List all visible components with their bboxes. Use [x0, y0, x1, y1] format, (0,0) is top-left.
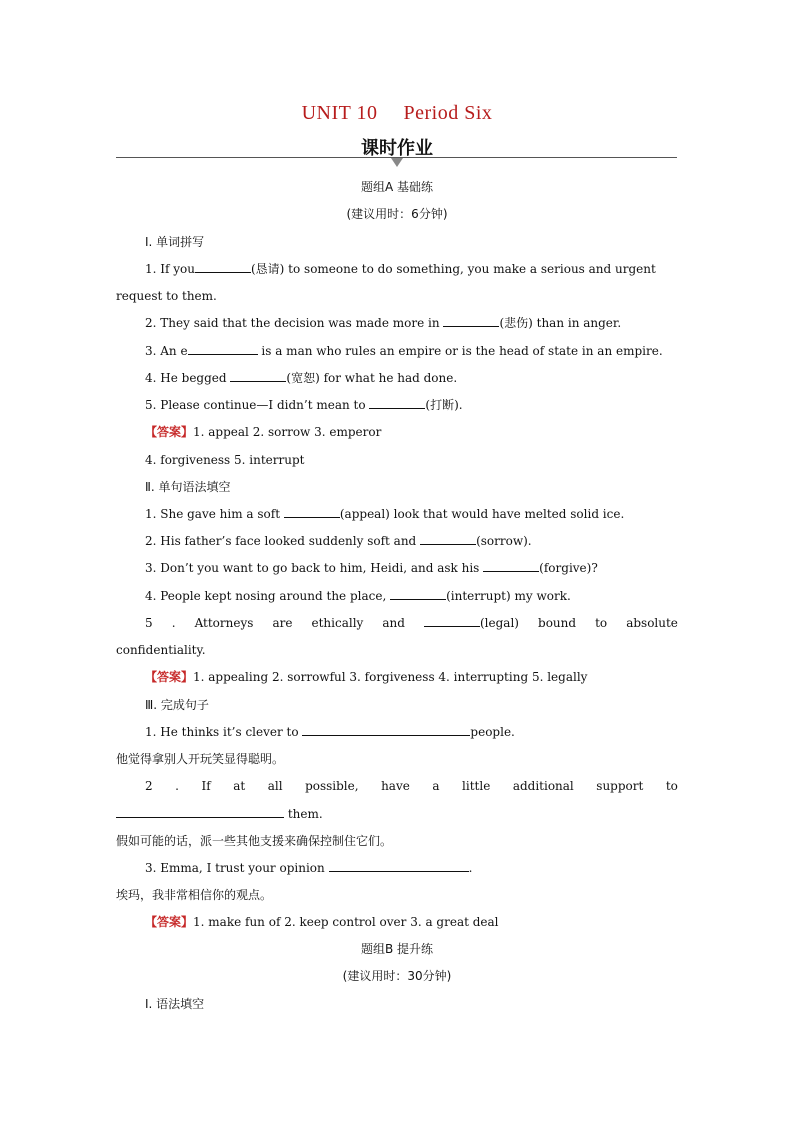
answer-tag: 【答案】 [145, 915, 194, 929]
answer-blank [116, 806, 284, 818]
group-b-heading: 题组B 提升练 [360, 942, 434, 956]
group-a-time: (建议用时：6分钟) [346, 207, 448, 221]
group-a-heading: 题组A 基础练 [360, 180, 434, 194]
triangle-marker-icon [391, 158, 403, 167]
answer-blank [230, 370, 286, 382]
page-title: UNIT 10 Period Six [301, 102, 493, 124]
part3-q2: 2 . If at all possible, have a little additional support to [145, 779, 678, 793]
answer-blank [443, 315, 499, 327]
answer-blank [369, 397, 425, 409]
part2-q2: 2. His father’s face looked suddenly soft and (sorrow). [145, 534, 532, 548]
part1-answer-cont: 4. forgiveness 5. interrupt [145, 453, 305, 467]
answer-blank [302, 724, 470, 736]
group-b-part1-title: Ⅰ. 语法填空 [145, 997, 205, 1011]
part1-q4: 4. He begged (宽恕) for what he had done. [145, 371, 458, 385]
answer-blank [329, 860, 469, 872]
part3-answer: 【答案】1. make fun of 2. keep control over 3. a great deal [145, 915, 499, 929]
group-b-time: (建议用时：30分钟) [342, 969, 452, 983]
part2-q5-cont: confidentiality. [116, 643, 206, 657]
part1-q2: 2. They said that the decision was made more in (悲伤) than in anger. [145, 316, 622, 330]
part3-q2-cont: them. [116, 806, 678, 822]
part1-answer: 【答案】1. appeal 2. sorrow 3. emperor [145, 425, 382, 439]
part2-title: Ⅱ. 单句语法填空 [145, 480, 231, 494]
answer-blank [483, 560, 539, 572]
answer-tag: 【答案】 [145, 670, 194, 684]
answer-blank [195, 261, 251, 273]
part3-q1: 1. He thinks it’s clever to people. [145, 725, 515, 739]
part3-q3: 3. Emma, I trust your opinion . [145, 861, 473, 875]
part3-q2-cn: 假如可能的话，派一些其他支援来确保控制住它们。 [116, 834, 393, 848]
part1-title: Ⅰ. 单词拼写 [145, 235, 205, 249]
part2-q3: 3. Don’t you want to go back to him, Heidi, and ask his (forgive)? [145, 561, 598, 575]
answer-blank [424, 615, 480, 627]
part1-q3: 3. An e is a man who rules an empire or is the head of state in an empire. [145, 344, 663, 358]
answer-blank [188, 343, 258, 355]
answer-blank [420, 533, 476, 545]
page-subtitle: 课时作业 [361, 138, 433, 159]
answer-blank [284, 506, 340, 518]
part3-q3-cn: 埃玛，我非常相信你的观点。 [116, 888, 273, 902]
part2-answer: 【答案】1. appealing 2. sorrowful 3. forgiveness 4. interrupting 5. legally [145, 670, 588, 684]
part1-q5: 5. Please continue—I didn’t mean to (打断). [145, 398, 463, 412]
part2-q4: 4. People kept nosing around the place, (interrupt) my work. [145, 589, 571, 603]
part3-title: Ⅲ. 完成句子 [145, 698, 209, 712]
answer-blank [390, 588, 446, 600]
answer-tag: 【答案】 [145, 425, 194, 439]
part2-q1: 1. She gave him a soft (appeal) look that would have melted solid ice. [145, 507, 625, 521]
part1-q1-cont: request to them. [116, 289, 217, 303]
part2-q5: 5 . Attorneys are ethically and (legal) bound to absolute [145, 616, 678, 630]
part1-q1: 1. If you (恳请) to someone to do something, you make a serious and urgent [145, 262, 656, 276]
part3-q1-cn: 他觉得拿别人开玩笑显得聪明。 [116, 752, 285, 766]
